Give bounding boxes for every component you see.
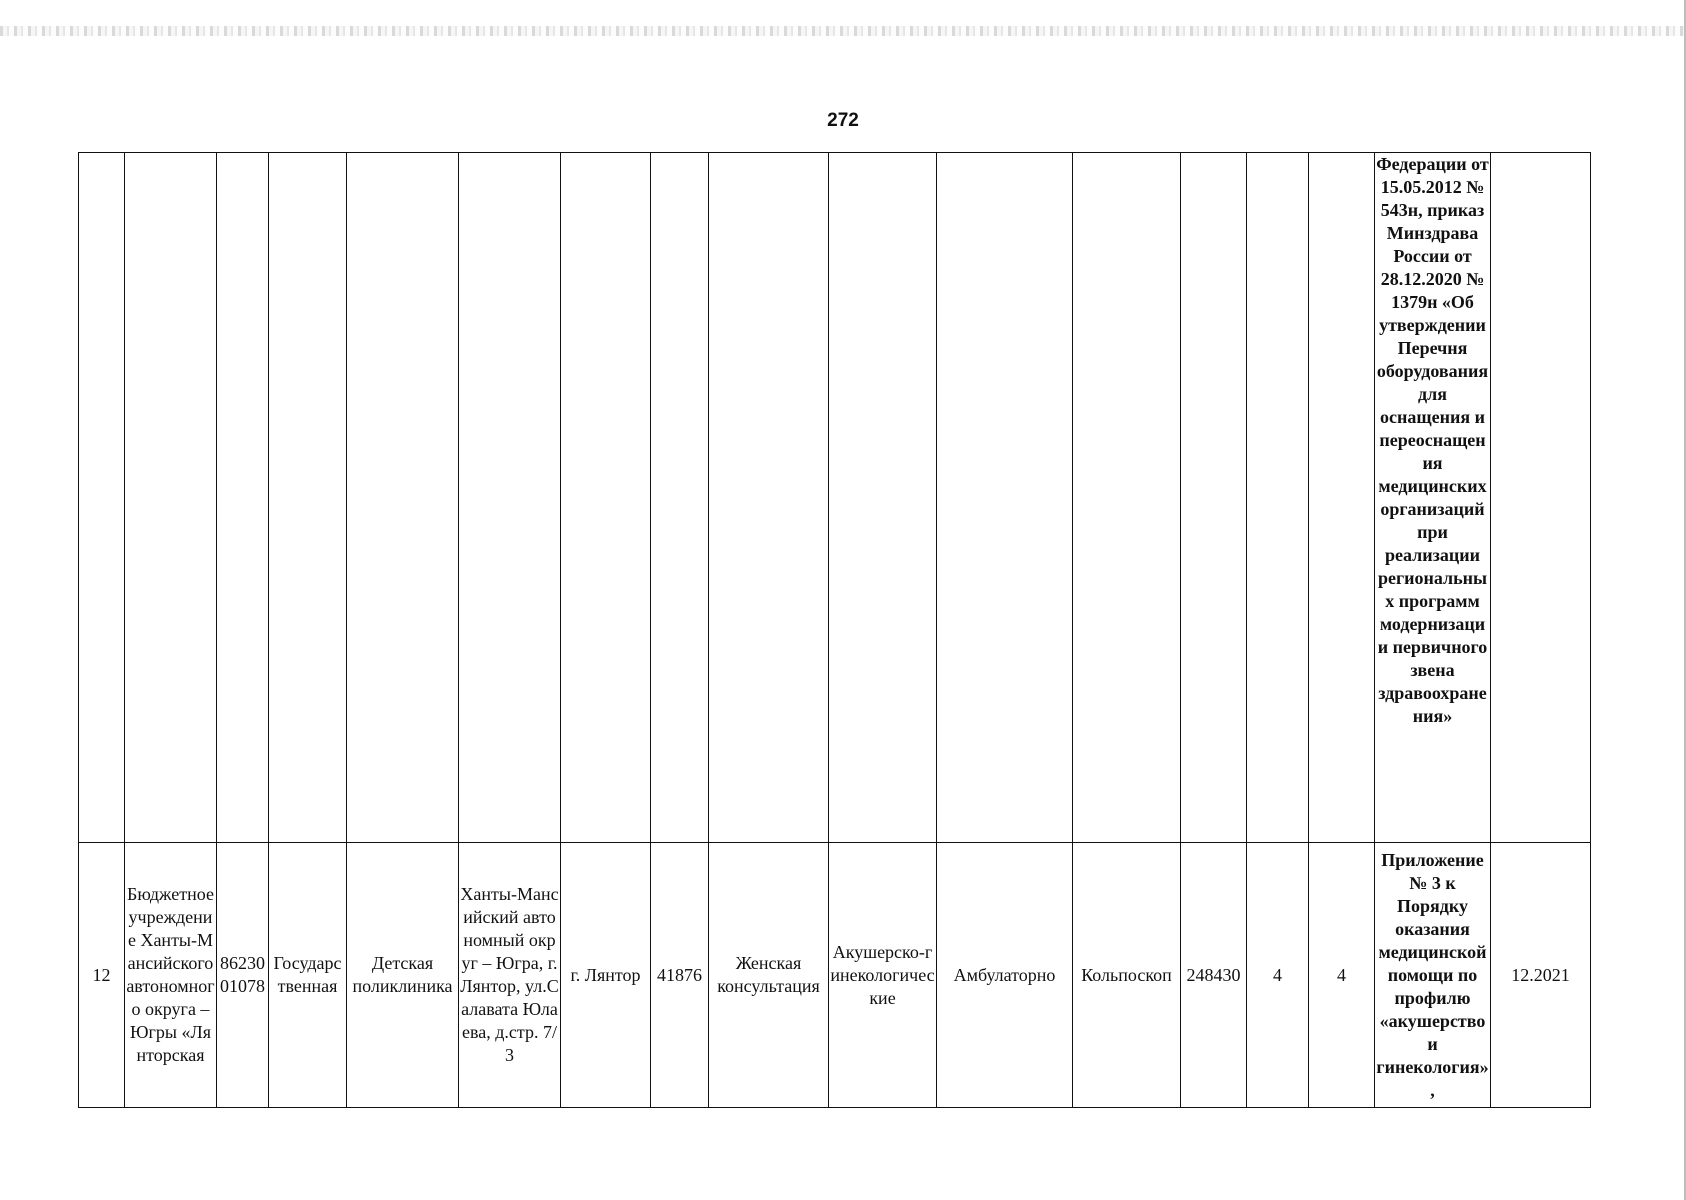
table-row-continuation bbox=[79, 153, 1591, 843]
cell-okpd: 248430 bbox=[1181, 843, 1247, 1108]
equipment-table bbox=[78, 152, 1591, 1108]
cell-normative: Приложение № 3 к Порядку оказания медицинской помощи по профилю «акушерство и гинекология», bbox=[1375, 843, 1491, 1108]
cell-ownership: Государственная bbox=[269, 843, 347, 1108]
cell-equipment bbox=[1073, 153, 1181, 843]
cell-equipment: Кольпоскоп bbox=[1073, 843, 1181, 1108]
cell-address: Ханты-Мансийский автономный округ – Югра, г. Лянтор, ул.Салавата Юлаева, д.стр. 7/3 bbox=[459, 843, 561, 1108]
cell-department: Женская консультация bbox=[709, 843, 829, 1108]
cell-index bbox=[651, 153, 709, 843]
cell-date bbox=[1491, 153, 1591, 843]
cell-index: 41876 bbox=[651, 843, 709, 1108]
table-row-12 bbox=[79, 843, 1591, 1108]
cell-conditions: Амбулаторно bbox=[937, 843, 1073, 1108]
scan-edge bbox=[0, 26, 1686, 36]
cell-profile: Акушерско-гинекологические bbox=[829, 843, 937, 1108]
cell-qty-a bbox=[1247, 153, 1309, 843]
cell-num bbox=[79, 153, 125, 843]
cell-code: 8623001078 bbox=[217, 843, 269, 1108]
cell-institution bbox=[125, 153, 217, 843]
cell-locality bbox=[561, 153, 651, 843]
cell-num: 12 bbox=[79, 843, 125, 1108]
cell-profile bbox=[829, 153, 937, 843]
cell-normative: Федерации от 15.05.2012 № 543н, приказ Минздрава России от 28.12.2020 № 1379н «Об утверждении Перечня оборудования для оснащения и переоснащения медицинских организаций при реализации региональных программ модернизации первичного звена здравоохранения» bbox=[1375, 153, 1491, 843]
cell-institution: Бюджетное учреждение Ханты-Мансийского автономного округа – Югры «Лянторская bbox=[125, 843, 217, 1108]
page-number: 272 bbox=[827, 110, 859, 131]
cell-date: 12.2021 bbox=[1491, 843, 1591, 1108]
cell-qty-b: 4 bbox=[1309, 843, 1375, 1108]
cell-code bbox=[217, 153, 269, 843]
cell-subdivision: Детская поликлиника bbox=[347, 843, 459, 1108]
cell-okpd bbox=[1181, 153, 1247, 843]
cell-address bbox=[459, 153, 561, 843]
cell-ownership bbox=[269, 153, 347, 843]
cell-locality: г. Лянтор bbox=[561, 843, 651, 1108]
cell-department bbox=[709, 153, 829, 843]
cell-qty-b bbox=[1309, 153, 1375, 843]
cell-qty-a: 4 bbox=[1247, 843, 1309, 1108]
cell-conditions bbox=[937, 153, 1073, 843]
cell-subdivision bbox=[347, 153, 459, 843]
